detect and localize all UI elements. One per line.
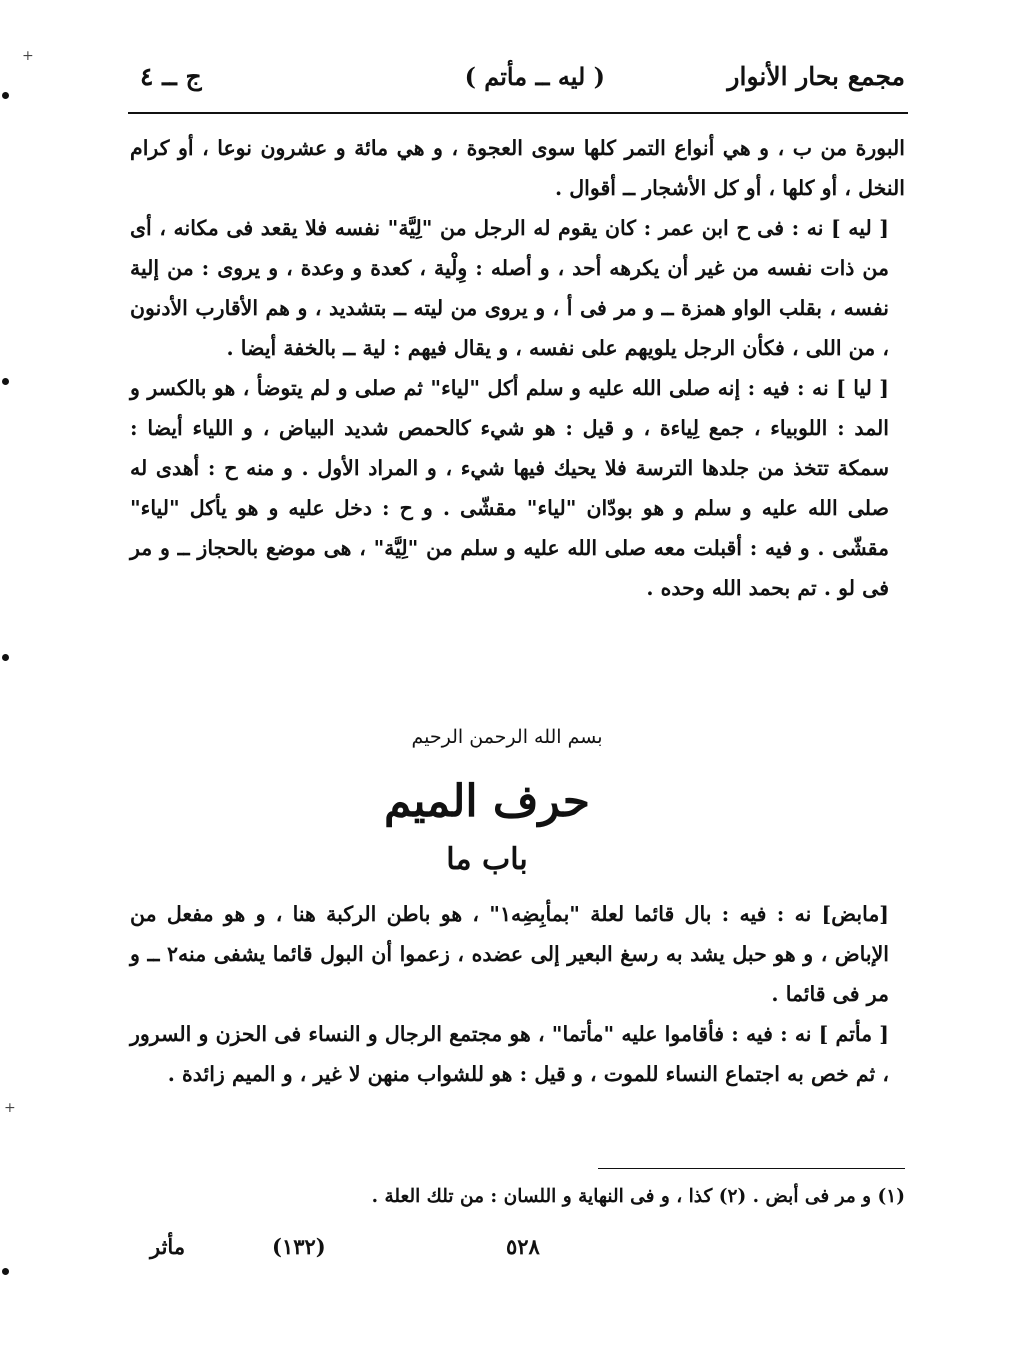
section-title: باب ما (446, 842, 528, 877)
signature-mark: (١٣٢) (272, 1234, 326, 1259)
footnote: (١) و مر فى أبض . (٢) كذا ، و فى النهاية و اللسان : من تلك العلة . (371, 1186, 905, 1207)
entry-paragraph: [ ليه ] نه : فى ح ابن عمر : كان يقوم له الرجل من "لِيَّة" نفسه فلا يقعد فى مكانه ، أى من ذات نفسه من غير أن يكرهه أحد ، و أصله : وِلْية ، كعدة و وعدة ، و يروى : من إلية نفسه ، بقلب الواو همزة ــ و مر فى أ ، و يروى من ليته ــ بتشديد ، و هم الأقارب الأدنون ، من اللى ، فكأن الرجل يلويهم على نفسه ، و يقال فيهم : لية ــ بالخفة أيضا . (130, 216, 889, 360)
scan-mark (2, 378, 9, 385)
book-title: مجمع بحار الأنوار (727, 62, 905, 91)
footnote-rule (598, 1168, 905, 1169)
scan-tick: + (4, 1100, 16, 1116)
entry-paragraph: [ مأتم ] نه : فيه : فأقاموا عليه "مأتما" ، هو مجتمع الرجال و النساء فى الحزن و السرور ، ثم خص به اجتماع النساء للموت ، و قيل : هو للشواب منهن لا غير ، و الميم زائدة . (130, 1022, 889, 1086)
scan-tick: + (22, 48, 34, 64)
entry-paragraph: [ ليا ] نه : فيه : إنه صلى الله عليه و سلم أكل "لياء" ثم صلى و لم يتوضأ ، هو بالكسر و المد : اللوبياء ، جمع لِياءة ، و قيل : هو شيء كالحمص شديد البياض ، و اللياء أيضا : سمكة تتخذ من جلدها الترسة فلا يحيك فيها شيء ، و المراد الأول . و منه ح : أهدى له صلى الله عليه و سلم و هو بودّان "لياء" مقشّى . و ح : دخل عليه و هو يأكل "لياء" مقشّى . و فيه : أقبلت معه صلى الله عليه و سلم من "لِيَّة" ، هى موضع بالحجاز ــ و مر فى لو . تم بحمد الله وحده . (130, 376, 889, 600)
entries-block-1 (130, 128, 905, 608)
volume-number: ج ــ ٤ (140, 62, 202, 91)
entry-paragraph: البورة من ب ، و هي أنواع التمر كلها سوى العجوة ، و هي مائة و عشرون نوعا ، أو كرام النخل ، أو كلها ، أو كل الأشجار ــ أقوال . (130, 136, 905, 200)
scan-mark (2, 654, 9, 661)
scan-mark (2, 1268, 9, 1275)
scan-mark (2, 92, 9, 99)
page-number: ٥٢٨ (506, 1234, 540, 1259)
catchword: مأثر (150, 1234, 186, 1259)
entries-block-2 (130, 894, 905, 1094)
running-header (130, 62, 905, 102)
chapter-title: حرف الميم (383, 776, 591, 827)
basmala: بسم الله الرحمن الرحيم (411, 726, 603, 748)
header-rule (128, 112, 908, 114)
entry-paragraph: [مابض] نه : فيه : بال قائما لعلة "بمأبِضِه١" ، هو باطن الركبة هنا ، و هو مفعل من الإباض ، و هو حبل يشد به رسغ البعير إلى عضده ، زعموا أن البول قائما يشفى منه٢ ــ و مر فى قائما . (130, 902, 890, 1006)
entry-range: ( ليه ــ مأتم ) (464, 62, 605, 91)
